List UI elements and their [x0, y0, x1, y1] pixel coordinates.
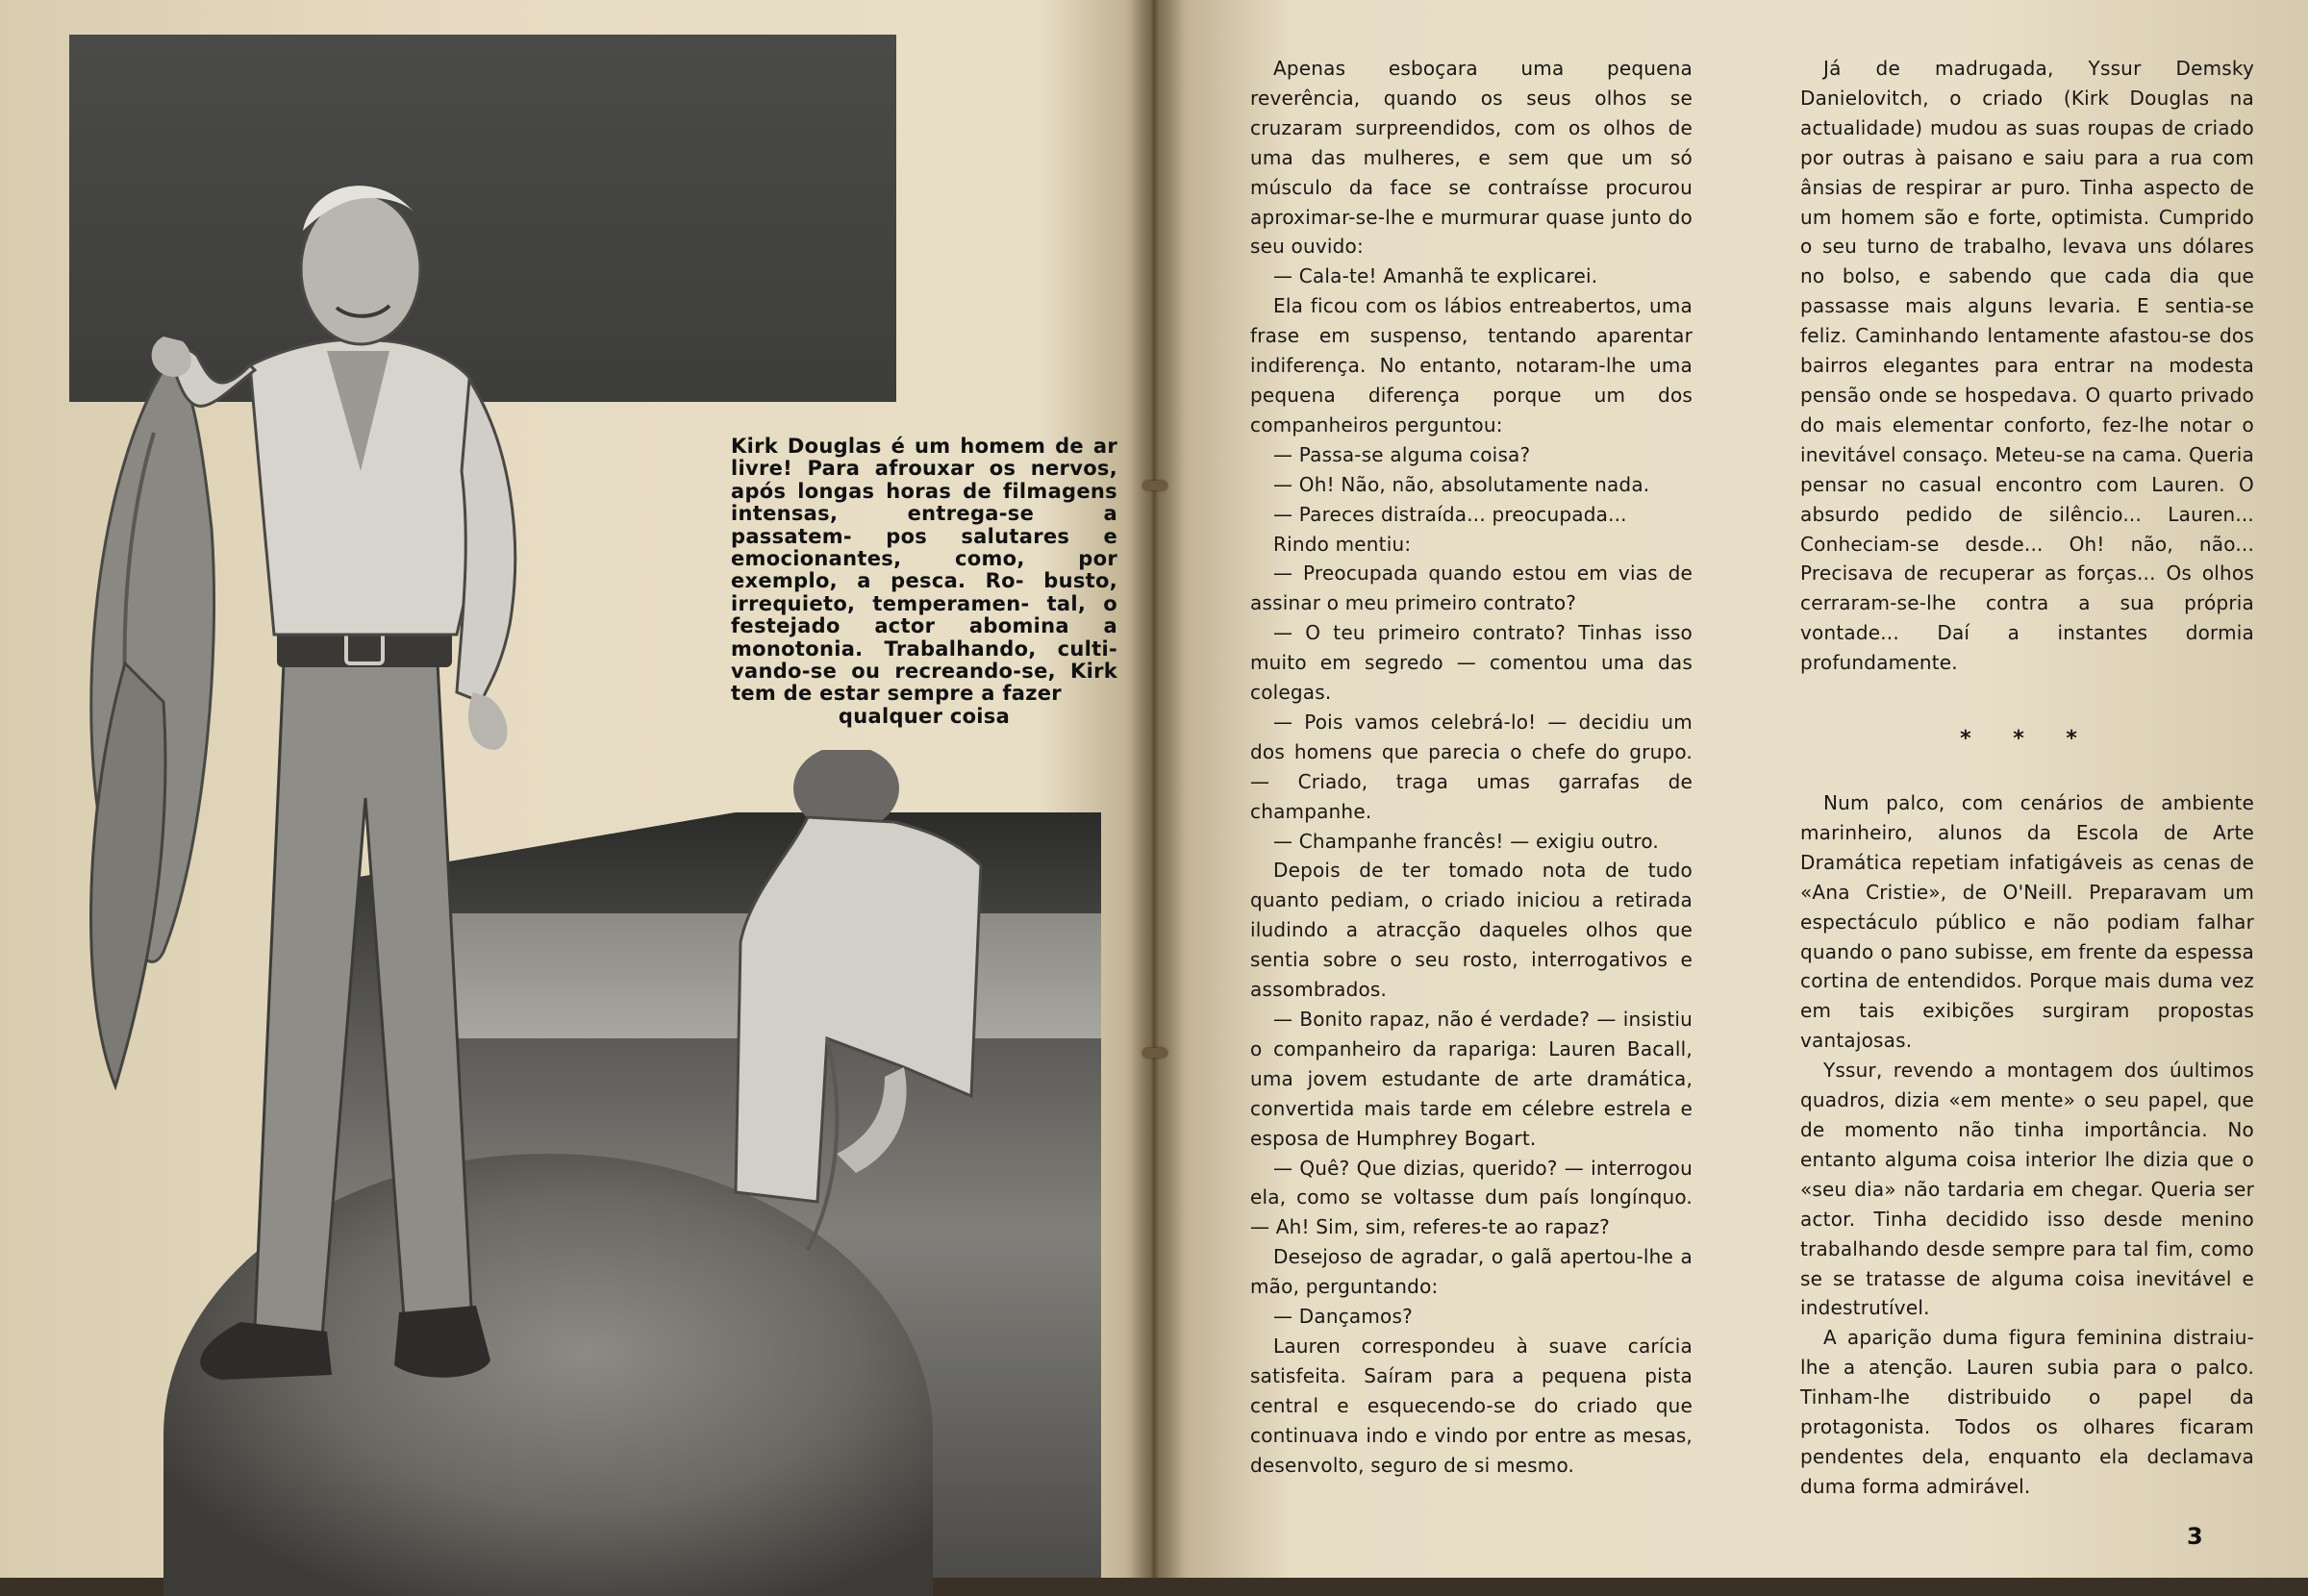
caption-line: vando-se ou recreando-se, Kirk — [731, 660, 1117, 684]
paragraph: — Passa-se alguma coisa? — [1273, 442, 1531, 466]
paragraph: — Bonito rapaz, não é verdade? — insistiu o companheiro da rapariga: Lauren Bacall, uma jovem estudante de arte dramática, convertida mais tarde em célebre estrela e esposa de Humphrey Bogart. — [1250, 1008, 1693, 1150]
article-column-2-top — [1800, 54, 2254, 678]
caption-line: como, por exemplo, a pesca. Ro- — [731, 547, 1117, 593]
paragraph: — Cala-te! Amanhã te explicarei. — [1273, 264, 1598, 288]
paragraph: — Quê? Que dizias, querido? — interrogou ela, como se voltasse dum país longínquo. — Ah! Sim, sim, referes-te ao rapaz? — [1250, 1156, 1693, 1239]
caption-line: tal, o festejado actor abomina a — [731, 591, 1117, 638]
paragraph: Desejoso de agradar, o galã apertou-lhe a mão, perguntando: — [1250, 1245, 1693, 1299]
caption-line: busto, irrequieto, temperamen- — [731, 569, 1117, 615]
paragraph: Rindo mentiu: — [1273, 532, 1412, 556]
paragraph: Lauren correspondeu à suave carícia satisfeita. Saíram para a pequena pista central e esquecendo-se do criado que continuava indo e vindo por entre as mesas, desenvolto, seguro de si mesmo. — [1250, 1334, 1693, 1477]
paragraph: — Dançamos? — [1273, 1305, 1413, 1329]
article-column-2-bottom — [1800, 788, 2254, 1502]
page-number: 3 — [2187, 1523, 2203, 1550]
paragraph: Yssur, revendo a montagem dos úultimos quadros, dizia «em mente» o seu papel, que de momento não tinha importância. No entanto alguma coisa interior lhe dizia que o «seu dia» não tardaria em chegar. Queria ser actor. Tinha decidido isso desde menino trabalhando desde sempre para tal fim, como se se tratasse de alguma coisa inevitável e indestrutível. — [1800, 1059, 2254, 1320]
paragraph: Num palco, com cenários de ambiente marinheiro, alunos da Escola de Arte Dramática repetiam infatigáveis as cenas de «Ana Cristie», de O'Neill. Preparavam um espectáculo público e não podiam falhar quando o pano subisse, em frente da espessa cortina de entendidos. Porque mais duma vez em tais exibições surgiram propostas vantajosas. — [1800, 791, 2254, 1053]
man-with-fish-photo — [58, 125, 731, 1471]
paragraph: — Oh! Não, não, absolutamente nada. — [1273, 472, 1650, 496]
paragraph: Depois de ter tomado nota de tudo quanto pediam, o criado iniciou a retirada iludindo a atracção daqueles olhos que sentia sobre o seu rosto, interrogativos e assombrados. — [1250, 859, 1693, 1002]
caption-line: pos salutares e emocionantes, — [731, 524, 1117, 571]
section-separator: * * * — [1960, 727, 2095, 751]
caption-line: intensas, entrega-se a passatem- — [731, 502, 1117, 548]
caption-line: monotonia. Trabalhando, culti- — [731, 636, 1117, 661]
caption-line: livre! Para afrouxar os nervos, — [731, 457, 1117, 481]
paragraph: — Preocupada quando estou em vias de assinar o meu primeiro contrato? — [1250, 561, 1693, 615]
paragraph: A aparição duma figura feminina distraiu-lhe a atenção. Lauren subia para o palco. Tinham-lhe distribuido o papel da protagonista. Todos os olhares ficaram pendentes dela, enquanto ela declamava duma forma admirável. — [1800, 1326, 2254, 1498]
paragraph: — Champanhe francês! — exigiu outro. — [1273, 829, 1659, 853]
man-at-boat-wheel-photo — [731, 750, 1116, 1327]
caption-line: tem de estar sempre a fazer — [731, 682, 1062, 706]
paragraph: — Pareces distraída... preocupada... — [1273, 502, 1627, 526]
paragraph: — O teu primeiro contrato? Tinhas isso muito em segredo — comentou uma das colegas. — [1250, 621, 1693, 705]
paragraph: — Pois vamos celebrá-lo! — decidiu um dos homens que parecia o chefe do grupo. — Criado, traga umas garrafas de champanhe. — [1250, 710, 1693, 823]
paragraph: Ela ficou com os lábios entreabertos, uma frase em suspenso, tentando aparentar indiferença. No entanto, notaram-lhe uma pequena diferença porque um dos companheiros perguntou: — [1250, 294, 1693, 436]
article-column-1 — [1250, 54, 1693, 1481]
paragraph: Apenas esboçara uma pequena reverência, quando os seus olhos se cruzaram surpreendidos, com os olhos de uma das mulheres, e sem que um só músculo da face se contraísse procurou aproximar-se-lhe e murmurar quase junto do seu ouvido: — [1250, 57, 1693, 259]
caption-line: após longas horas de filmagens — [731, 479, 1117, 503]
left-page — [0, 0, 1144, 1578]
caption-line: Kirk Douglas é um homem de ar — [731, 435, 1117, 458]
caption-last-line: qualquer coisa — [838, 704, 1011, 728]
paragraph: Já de madrugada, Yssur Demsky Danielovitch, o criado (Kirk Douglas na actualidade) mudou as suas roupas de criado por outras à paisano e saiu para a rua com ânsias de respirar ar puro. Tinha aspecto de um homem são e forte, optimista. Cumprido o seu turno de trabalho, levava uns dólares no bolso, e sabendo que cada dia que passasse mais alguns levaria. E sentia-se feliz. Caminhando lentamente afastou-se dos bairros elegantes para entrar na modesta pensão onde se hospedava. O quarto privado do mais elementar conforto, fez-lhe notar o inevitável consaço. Meteu-se na cama. Queria pensar no casual encontro com Lauren. O absurdo pedido de silêncio... Lauren... Conheciam-se desde... Oh! não, não... Precisava de recuperar as forças... Os olhos cerraram-se-lhe contra a sua própria vontade... Daí a instantes dormia profundamente. — [1800, 57, 2254, 675]
photo-caption — [731, 436, 1117, 728]
